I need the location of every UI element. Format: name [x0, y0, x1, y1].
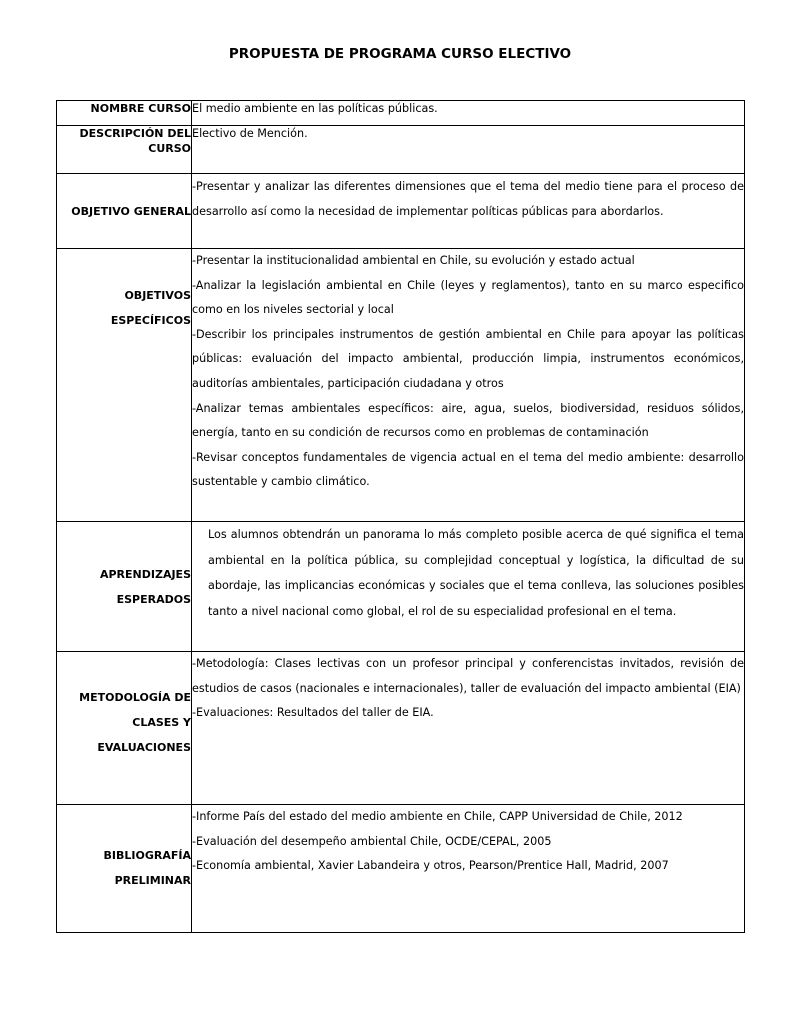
- label-descripcion-line-1: DESCRIPCIÓN DEL: [79, 127, 191, 140]
- row-descripcion: [57, 126, 745, 174]
- label-metodologia-line-1: METODOLOGÍA DE: [79, 691, 191, 704]
- label-objetivo-general-text: OBJETIVO GENERAL: [71, 204, 191, 218]
- objetivo-especifico-item: -Analizar la legislación ambiental en Chile (leyes y reglamentos), tanto en su marco especifico como en los niveles sectorial y local: [192, 278, 744, 317]
- objetivo-general-text: -Presentar y analizar las diferentes dimensiones que el tema del medio tiene para el proceso de desarrollo así como la necesidad de implementar políticas públicas para abordarlos.: [192, 180, 744, 218]
- value-descripcion: Electivo de Mención.: [192, 126, 745, 174]
- label-metodologia-line-2: CLASES Y: [132, 716, 191, 729]
- label-aprendizajes: [57, 522, 192, 652]
- row-nombre-curso: [57, 101, 745, 126]
- label-descripcion: [57, 126, 192, 174]
- row-metodologia: [57, 652, 745, 805]
- label-bibliografia-line-1: BIBLIOGRAFÍA: [103, 849, 191, 862]
- metodologia-item: -Metodología: Clases lectivas con un profesor principal y conferencistas invitados, revisión de estudios de casos (nacionales e internacionales), taller de evaluación del impacto ambiental (EIA): [192, 657, 744, 695]
- value-objetivo-general: [192, 174, 745, 249]
- label-nombre-curso-text: NOMBRE CURSO: [90, 102, 191, 115]
- objetivo-especifico-item: -Analizar temas ambientales específicos: aire, agua, suelos, biodiversidad, residuos sólidos, energía, tanto en su condición de recursos como en problemas de contaminación: [192, 401, 744, 440]
- document-title: PROPUESTA DE PROGRAMA CURSO ELECTIVO: [228, 46, 572, 62]
- label-metodologia: [57, 652, 192, 805]
- metodologia-item: -Evaluaciones: Resultados del taller de EIA.: [192, 706, 434, 720]
- aprendizajes-text: Los alumnos obtendrán un panorama lo más completo posible acerca de qué significa el tema ambiental en la política pública, su complejidad conceptual y logística, la dificultad de su abordaje, las implicancias económicas y sociales que el tema conlleva, las soluciones posibles tanto a nivel nacional como global, el rol de su especialidad profesional en el tema.: [208, 528, 744, 618]
- label-bibliografia-line-2: PRELIMINAR: [114, 874, 191, 887]
- label-metodologia-line-3: EVALUACIONES: [97, 741, 191, 754]
- label-objetivos-especificos-line-1: OBJETIVOS: [124, 289, 191, 302]
- row-objetivo-general: [57, 174, 745, 249]
- value-bibliografia: [192, 805, 745, 933]
- label-aprendizajes-line-2: ESPERADOS: [116, 592, 191, 606]
- value-metodologia: [192, 652, 745, 805]
- label-objetivo-general: [57, 174, 192, 249]
- label-aprendizajes-line-1: APRENDIZAJES: [99, 567, 191, 581]
- row-bibliografia: [57, 805, 745, 933]
- objetivo-especifico-item: -Describir los principales instrumentos de gestión ambiental en Chile para apoyar las políticas públicas: evaluación del impacto ambiental, producción limpia, instrumentos económicos, auditorías ambientales, participación ciudadana y otros: [192, 327, 744, 390]
- objetivo-especifico-item: -Presentar la institucionalidad ambiental en Chile, su evolución y estado actual: [192, 254, 635, 267]
- bibliografia-item: -Informe País del estado del medio ambiente en Chile, CAPP Universidad de Chile, 2012: [192, 810, 683, 823]
- label-bibliografia: [57, 805, 192, 933]
- label-objetivos-especificos-line-2: ESPECÍFICOS: [110, 314, 191, 327]
- bibliografia-item: -Evaluación del desempeño ambiental Chile, OCDE/CEPAL, 2005: [192, 834, 552, 848]
- row-objetivos-especificos: [57, 249, 745, 522]
- label-nombre-curso: [57, 101, 192, 126]
- value-nombre-curso: El medio ambiente en las políticas públicas.: [192, 101, 745, 126]
- label-objetivos-especificos: [57, 249, 192, 522]
- label-descripcion-line-2: CURSO: [148, 142, 191, 155]
- bibliografia-item: -Economía ambiental, Xavier Labandeira y otros, Pearson/Prentice Hall, Madrid, 2007: [192, 859, 669, 873]
- value-aprendizajes: [192, 522, 745, 652]
- value-objetivos-especificos: [192, 249, 745, 522]
- objetivo-especifico-item: -Revisar conceptos fundamentales de vigencia actual en el tema del medio ambiente: desarrollo sustentable y cambio climático.: [192, 450, 744, 489]
- program-table: [56, 100, 745, 933]
- row-aprendizajes: [57, 522, 745, 652]
